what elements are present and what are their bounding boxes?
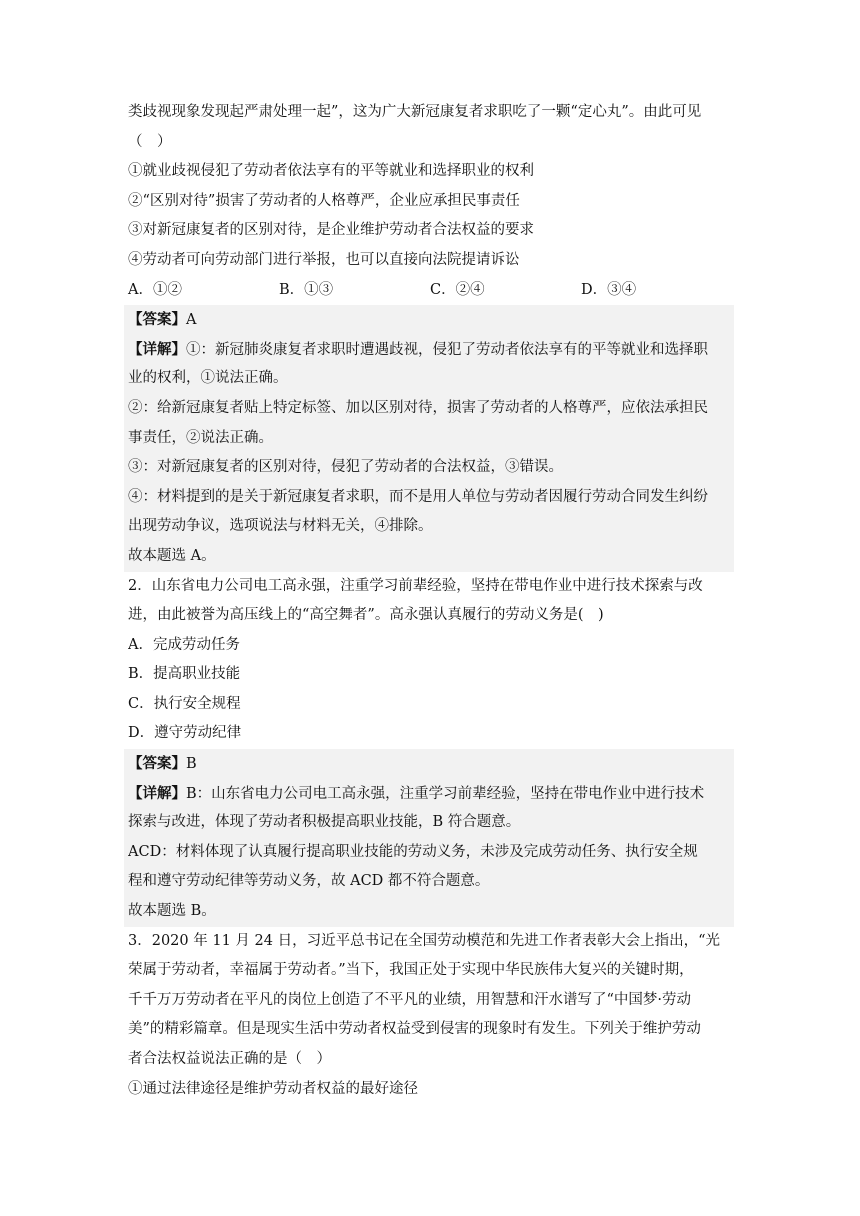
q2-detail-line: 程和遵守劳动纪律等劳动义务，故 ACD 都不符合题意。	[128, 873, 490, 890]
q1-stem-line: 类歧视现象发现起严肃处理一起”，这为广大新冠康复者求职吃了一颗“定心丸”。由此可见	[128, 104, 702, 120]
q1-option-b: B．①③	[279, 281, 334, 298]
q1-statement-2: ②“区别对待”损害了劳动者的人格尊严，企业应承担民事责任	[128, 192, 520, 209]
question-1	[128, 98, 734, 572]
q1-answer-value: A	[186, 312, 197, 329]
q1-statement-3: ③对新冠康复者的区别对待，是企业维护劳动者合法权益的要求	[128, 222, 534, 239]
q2-option-c: C．执行安全规程	[128, 695, 241, 712]
q1-statement-1: ①就业歧视侵犯了劳动者依法享有的平等就业和选择职业的权利	[128, 163, 534, 180]
q1-detail-label: 【详解】	[128, 340, 186, 358]
q3-statement-1: ①通过法律途径是维护劳动者权益的最好途径	[128, 1080, 418, 1097]
q1-answer-label: 【答案】	[128, 311, 186, 329]
q2-detail-line: ACD：材料体现了认真履行提高职业技能的劳动义务，未涉及完成劳动任务、执行安全规	[128, 843, 698, 860]
q3-stem-line: 3．2020 年 11 月 24 日，习近平总书记在全国劳动模范和先进工作者表彰大会上指出，“光	[128, 932, 720, 949]
q1-options	[128, 276, 734, 306]
q2-detail-line	[128, 779, 734, 809]
q2-answer-block	[124, 749, 734, 927]
q1-option-d: D．③④	[581, 281, 637, 298]
q1-answer-block	[124, 305, 734, 571]
q1-detail-line: 出现劳动争议，选项说法与材料无关，④排除。	[128, 518, 433, 535]
q1-detail-text: ①：新冠肺炎康复者求职时遭遇歧视，侵犯了劳动者依法享有的平等就业和选择职	[186, 341, 708, 358]
q2-answer	[128, 749, 734, 779]
q3-stem-line: 美”的精彩篇章。但是现实生活中劳动者权益受到侵害的现象时有发生。下列关于维护劳动	[128, 1021, 701, 1038]
q2-option-b: B．提高职业技能	[128, 666, 241, 683]
q1-option-c: C．②④	[430, 281, 485, 298]
q1-statement-4: ④劳动者可向劳动部门进行举报，也可以直接向法院提请诉讼	[128, 251, 520, 268]
q2-detail-line: 探索与改进，体现了劳动者积极提高职业技能，B 符合题意。	[128, 814, 521, 831]
q3-stem-line: 荣属于劳动者，幸福属于劳动者。”当下，我国正处于实现中华民族伟大复兴的关键时期，	[128, 962, 694, 979]
q1-detail-line: ③：对新冠康复者的区别对待，侵犯了劳动者的合法权益，③错误。	[128, 459, 563, 476]
q1-detail-line: 事责任，②说法正确。	[128, 429, 273, 446]
q3-stem-line: 者合法权益说法正确的是（ ）	[128, 1051, 331, 1067]
q2-answer-label: 【答案】	[128, 755, 186, 773]
q2-stem-line: 2．山东省电力公司电工高永强，注重学习前辈经验，坚持在带电作业中进行技术探索与改	[128, 577, 703, 594]
q3-stem-line: 千千万万劳动者在平凡的岗位上创造了不平凡的业绩，用智慧和汗水谱写了“中国梦·劳动	[128, 991, 692, 1008]
q2-detail-text: B：山东省电力公司电工高永强，注重学习前辈经验，坚持在带电作业中进行技术	[186, 785, 705, 802]
question-2	[128, 572, 734, 927]
q1-detail-line: 故本题选 A。	[128, 547, 216, 564]
q2-option-a: A．完成劳动任务	[128, 636, 240, 653]
question-3	[128, 927, 734, 1105]
document-content	[128, 98, 734, 1104]
q2-option-d: D．遵守劳动纪律	[128, 725, 242, 742]
q1-detail-line	[128, 335, 734, 365]
q2-answer-value: B	[186, 756, 197, 773]
q1-detail-line: ④：材料提到的是关于新冠康复者求职，而不是用人单位与劳动者因履行劳动合同发生纠纷	[128, 488, 708, 505]
q2-stem-line: 进，由此被誉为高压线上的“高空舞者”。高永强认真履行的劳动义务是( )	[128, 607, 604, 624]
q1-stem-line: （ ）	[128, 133, 172, 150]
q1-detail-line: 业的权利，①说法正确。	[128, 370, 288, 387]
q2-detail-line: 故本题选 B。	[128, 903, 216, 920]
q1-answer	[128, 305, 734, 335]
q1-option-a: A．①②	[128, 281, 182, 298]
q1-detail-line: ②：给新冠康复者贴上特定标签、加以区别对待，损害了劳动者的人格尊严，应依法承担民	[128, 399, 708, 416]
q2-detail-label: 【详解】	[128, 784, 186, 802]
